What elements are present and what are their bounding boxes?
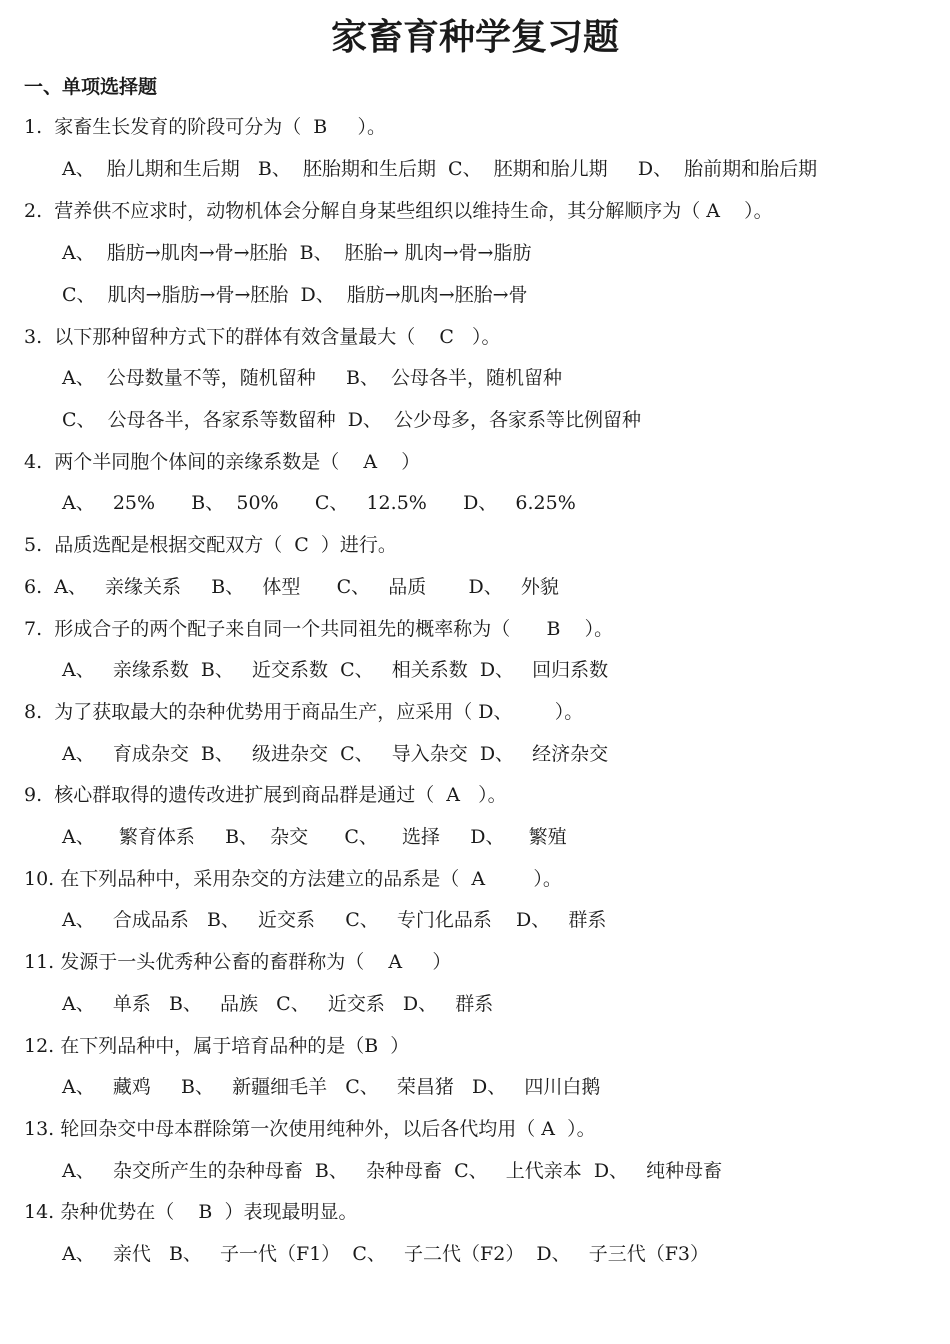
question-9-stem: 9. 核心群取得的遗传改进扩展到商品群是通过（ A ）。 [24,784,507,806]
page-title: 家畜育种学复习题 [330,17,619,58]
question-9-options: A、 繁育体系 B、 杂交 C、 选择 D、 繁殖 [62,826,567,848]
question-11-options: A、 单系 B、 品族 C、 近交系 D、 群系 [62,993,494,1015]
question-10-options: A、 合成品系 B、 近交系 C、 专门化品系 D、 群系 [62,909,607,931]
question-8-options: A、 育成杂交 B、 级进杂交 C、 导入杂交 D、 经济杂交 [62,743,609,765]
question-1-stem: 1. 家畜生长发育的阶段可分为（ B ）。 [24,116,386,138]
question-14-options: A、 亲代 B、 子一代（F1） C、 子二代（F2） D、 子三代（F3） [62,1243,710,1265]
question-2-options-cd: C、 肌肉→脂肪→骨→胚胎 D、 脂肪→肌肉→胚胎→骨 [62,284,528,306]
question-5-stem: 5. 品质选配是根据交配双方（ C ）进行。 [24,534,397,556]
question-3-options-cd: C、 公母各半，各家系等数留种 D、 公少母多，各家系等比例留种 [62,409,642,431]
question-13-stem: 13. 轮回杂交中母本群除第一次使用纯种外，以后各代均用（ A ）。 [24,1118,596,1140]
question-3-stem: 3. 以下那种留种方式下的群体有效含量最大（ C ）。 [24,326,501,348]
question-4-stem: 4. 两个半同胞个体间的亲缘系数是（ A ） [24,451,421,473]
question-12-options: A、 藏鸡 B、 新疆细毛羊 C、 荣昌猪 D、 四川白鹅 [62,1076,601,1098]
question-2-stem: 2. 营养供不应求时，动物机体会分解自身某些组织以维持生命，其分解顺序为（ A ）。 [24,200,773,222]
question-4-options: A、 25% B、 50% C、 12.5% D、 6.25% [62,492,576,514]
question-5-options: 6. A、 亲缘关系 B、 体型 C、 品质 D、 外貌 [24,576,559,598]
section-heading: 一、单项选择题 [24,76,158,98]
question-1-options: A、 胎儿期和生后期 B、 胚胎期和生后期 C、 胚期和胎儿期 D、 胎前期和胎后期 [62,158,818,180]
question-7-stem: 7. 形成合子的两个配子来自同一个共同祖先的概率称为（ B ）。 [24,618,614,640]
question-3-options-ab: A、 公母数量不等，随机留种 B、 公母各半，随机留种 [62,367,563,389]
question-8-stem: 8. 为了获取最大的杂种优势用于商品生产，应采用（ D、 ）。 [24,701,584,723]
question-12-stem: 12. 在下列品种中，属于培育品种的是（B ） [24,1035,410,1057]
question-2-options-ab: A、 脂肪→肌肉→骨→胚胎 B、 胚胎→ 肌肉→骨→脂肪 [62,242,532,264]
question-14-stem: 14. 杂种优势在（ B ）表现最明显。 [24,1201,358,1223]
question-11-stem: 11. 发源于一头优秀种公畜的畜群称为（ A ） [24,951,452,973]
question-10-stem: 10. 在下列品种中，采用杂交的方法建立的品系是（ A ）。 [24,868,562,890]
question-13-options: A、 杂交所产生的杂种母畜 B、 杂种母畜 C、 上代亲本 D、 纯种母畜 [62,1160,723,1182]
question-7-options: A、 亲缘系数 B、 近交系数 C、 相关系数 D、 回归系数 [62,659,609,681]
